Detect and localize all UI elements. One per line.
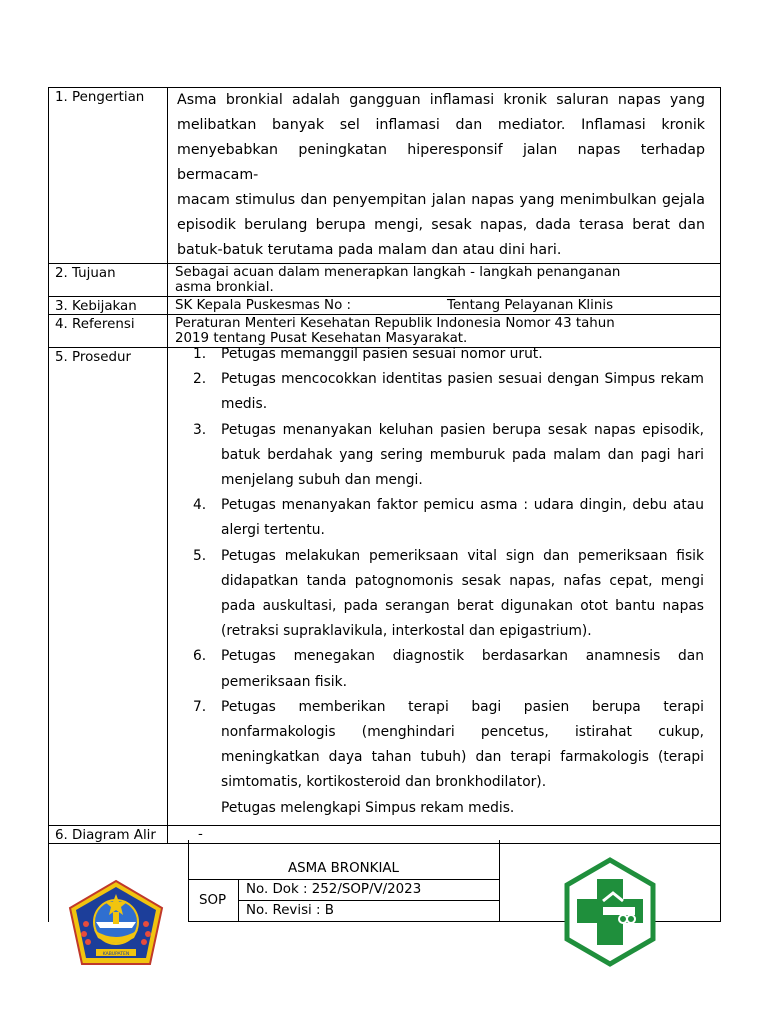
value-diagram: - [168, 825, 721, 843]
puskesmas-logo-icon [563, 857, 657, 969]
label-referensi: 4. Referensi [49, 315, 168, 348]
step-text: Petugas memberikan terapi bagi pasien berupa terapi nonfarmakologis (menghindari pencetus, istirahat cukup, meningkatkan daya tahan tubuh) dan terapi farmakologis (terapi simtomatis, kortikosteroid dan bronkhodilator). [221, 698, 704, 791]
no-dok: No. Dok : 252/SOP/V/2023 [246, 882, 422, 897]
value-prosedur [168, 348, 721, 826]
pengertian-line: batuk-batuk terutama pada malam dan atau dini hari. [177, 242, 562, 258]
footer-border [188, 879, 499, 880]
kebijakan-tentang: Tentang Pelayanan Klinis [447, 298, 614, 313]
label-diagram: 6. Diagram Alir [49, 825, 168, 843]
procedure-step [193, 544, 704, 645]
step-text: Petugas melakukan pemeriksaan vital sign dan pemeriksaan fisik didapatkan tanda patognomonis sesak napas, nafas cepat, mengi pada auskultasi, pada serangan berat digunakan otot bantu napas (retraksi supraklavikula, interkostal dan epigastrium). [221, 547, 704, 640]
footer-border [499, 840, 500, 922]
row-pengertian [49, 88, 721, 264]
row-kebijakan [49, 297, 721, 315]
label-prosedur: 5. Prosedur [49, 348, 168, 826]
tujuan-line: asma bronkial. [175, 280, 274, 295]
step-text: Petugas menegakan diagnostik berdasarkan anamnesis dan pemeriksaan fisik. [221, 648, 704, 690]
sop-title: ASMA BRONKIAL [287, 861, 400, 876]
procedure-step [193, 367, 704, 417]
referensi-line: Peraturan Menteri Kesehatan Republik Indonesia Nomor 43 tahun [175, 316, 615, 331]
tujuan-line: Sebagai acuan dalam menerapkan langkah - langkah penanganan [175, 265, 621, 280]
value-pengertian [168, 88, 721, 264]
label-kebijakan: 3. Kebijakan [49, 297, 168, 315]
value-tujuan [168, 264, 721, 297]
procedure-step [193, 418, 704, 494]
pengertian-line: episodik berulang berupa mengi, sesak napas, dada terasa berat dan [177, 217, 705, 233]
pengertian-line: macam stimulus dan penyempitan jalan napas yang menimbulkan gejala [177, 192, 705, 208]
sop-label: SOP [199, 893, 227, 908]
pengertian-line: melibatkan banyak sel inflamasi dan mediator. Inflamasi kronik [177, 117, 705, 133]
label-pengertian: 1. Pengertian [49, 88, 168, 264]
procedure-step [193, 644, 704, 694]
step-text: Petugas mencocokkan identitas pasien sesuai dengan Simpus rekam medis. [221, 371, 704, 413]
pengertian-line: Asma bronkial adalah gangguan inflamasi kronik saluran napas yang [177, 92, 705, 108]
footer-border [720, 840, 721, 922]
step-number: 4. [193, 497, 207, 514]
step-number: 7. [193, 698, 207, 715]
procedure-list [168, 342, 720, 825]
referensi-line: 2019 tentang Pusat Kesehatan Masyarakat. [175, 331, 468, 346]
kebijakan-sk: SK Kepala Puskesmas No : [175, 298, 352, 313]
step-text: Petugas melengkapi Simpus rekam medis. [221, 799, 515, 816]
step-text: Petugas menanyakan keluhan pasien berupa sesak napas episodik, batuk berdahak yang sering memburuk pada malam dan pagi hari menjelang subuh dan mengi. [221, 421, 704, 489]
no-revisi: No. Revisi : B [246, 903, 334, 918]
value-kebijakan [168, 297, 721, 315]
row-prosedur [49, 348, 721, 826]
procedure-step [193, 796, 704, 821]
procedure-step [193, 493, 704, 543]
step-text: Petugas memanggil pasien sesuai nomor urut. [221, 346, 543, 362]
step-number: 5. [193, 547, 207, 564]
pengertian-line: menyebabkan peningkatan hiperesponsif jalan napas terhadap bermacam- [177, 142, 705, 183]
procedure-step [193, 695, 704, 796]
step-number: 6. [193, 648, 207, 665]
step-number: 1. [193, 346, 207, 362]
sop-table [48, 87, 721, 844]
step-text: Petugas menanyakan faktor pemicu asma : udara dingin, debu atau alergi tertentu. [221, 497, 704, 539]
procedure-step [193, 342, 704, 367]
pengertian-paragraph [168, 88, 720, 263]
regional-emblem-icon [66, 878, 166, 968]
footer-border [188, 840, 189, 922]
row-tujuan [49, 264, 721, 297]
footer-border [48, 840, 49, 922]
emblem-text: KABUPATEN [102, 952, 130, 957]
step-number [193, 796, 221, 821]
label-tujuan: 2. Tujuan [49, 264, 168, 297]
step-number: 2. [193, 371, 207, 388]
footer-border [238, 900, 499, 901]
step-number: 3. [193, 421, 207, 438]
